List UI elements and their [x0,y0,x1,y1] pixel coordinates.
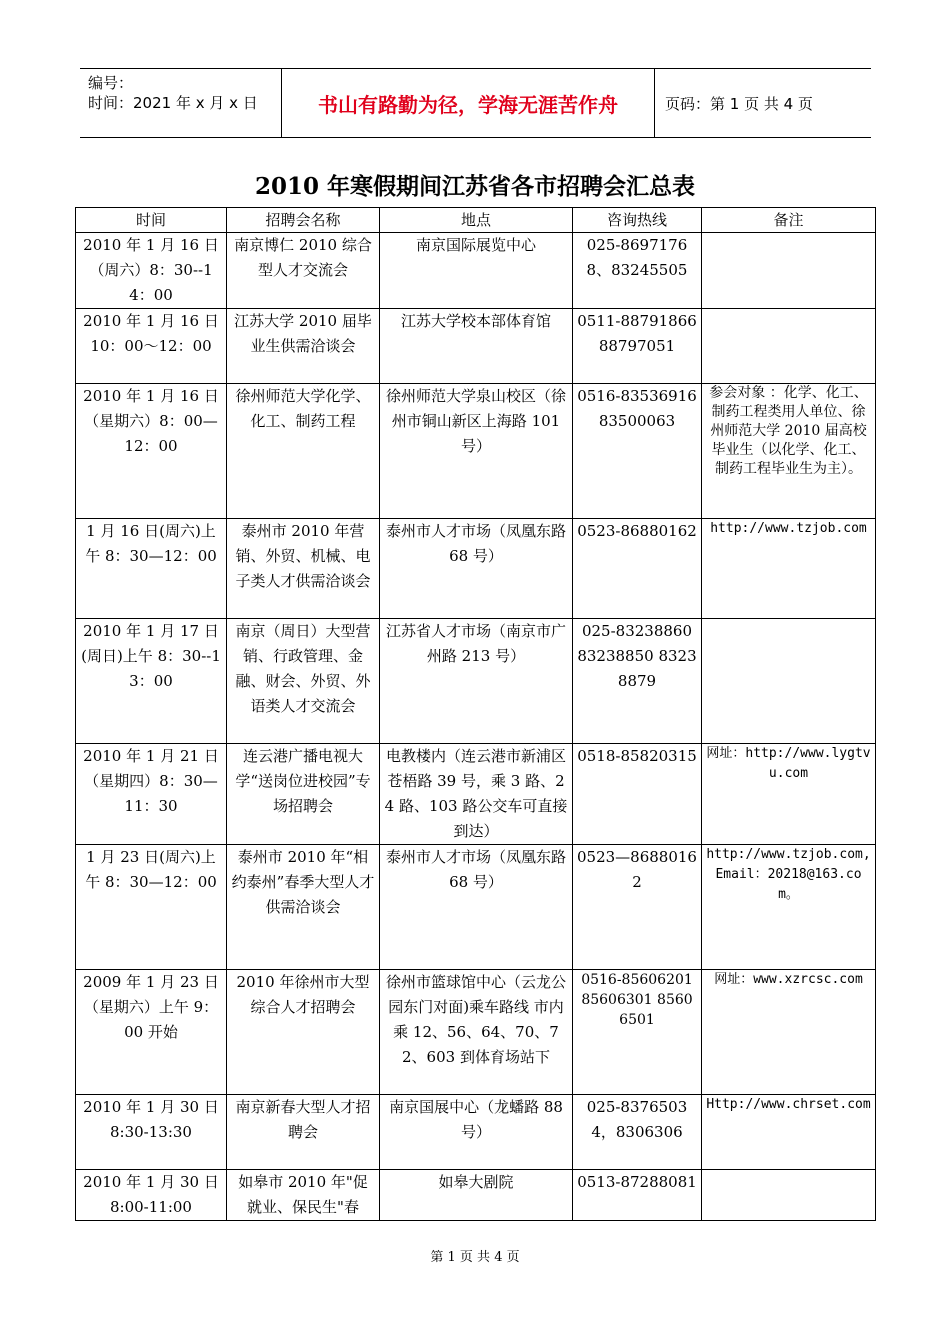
cell-phone: 0518-85820315 [573,744,702,845]
table-row [76,619,876,744]
table-row [76,1095,876,1170]
cell-name: 如皋市 2010 年"促就业、保民生"春 [227,1170,380,1221]
cell-place: 如皋大剧院 [380,1170,573,1221]
cell-time: 2010 年 1 月 30 日 8:00-11:00 [76,1170,227,1221]
cell-place: 南京国展中心（龙蟠路 88 号） [380,1095,573,1170]
cell-phone: 0516-83536916 83500063 [573,384,702,519]
table-row [76,309,876,384]
header-meta [80,69,282,137]
cell-phone: 025-83238860 83238850 83238879 [573,619,702,744]
job-fair-table [75,207,876,1221]
cell-note: http://www.tzjob.com [702,519,876,619]
cell-name: 南京博仁 2010 综合型人才交流会 [227,233,380,309]
cell-note: 参会对象 ：化学、化工、制药工程类用人单位、徐州师范大学 2010 届高校毕业生（以化学、化工、制药工程毕业生为主）。 [702,384,876,519]
cell-name: 徐州师范大学化学、化工、制药工程 [227,384,380,519]
cell-place: 徐州师范大学泉山校区（徐州市铜山新区上海路 101 号） [380,384,573,519]
col-header-note: 备注 [702,208,876,233]
header-code-label: 编号： [88,74,134,92]
cell-phone: 0516-85606201 85606301 85606501 [573,970,702,1095]
cell-time: 2010 年 1 月 30 日 8:30-13:30 [76,1095,227,1170]
cell-note [702,309,876,384]
cell-name: 江苏大学 2010 届毕业生供需洽谈会 [227,309,380,384]
header-page-info: 页码：第 1 页 共 4 页 [665,94,813,113]
cell-name: 连云港广播电视大学“送岗位进校园”专场招聘会 [227,744,380,845]
cell-name: 南京（周日）大型营销、行政管理、金融、财会、外贸、外语类人才交流会 [227,619,380,744]
cell-phone: 0511-8879186688797051 [573,309,702,384]
cell-time: 2010 年 1 月 16 日（星期六）8：00—12：00 [76,384,227,519]
table-row [76,233,876,309]
cell-phone: 025-86971768、83245505 [573,233,702,309]
cell-phone: 025-83765034，8306306 [573,1095,702,1170]
table-row [76,845,876,970]
cell-name: 泰州市 2010 年“相约泰州”春季大型人才供需洽谈会 [227,845,380,970]
cell-note: 网址：http://www.lygtvu.com [702,744,876,845]
header-motto: 书山有路勤为径，学海无涯苦作舟 [282,69,655,137]
cell-place: 泰州市人才市场（凤凰东路 68 号） [380,845,573,970]
cell-note: http://www.tzjob.com,Email：20218@163.com。 [702,845,876,970]
document-title: 2010 年寒假期间江苏省各市招聘会汇总表 [254,173,696,200]
cell-note [702,233,876,309]
cell-note: 网址：www.xzrcsc.com [702,970,876,1095]
table-row [76,519,876,619]
cell-time: 2010 年 1 月 16 日（周六）8：30--14：00 [76,233,227,309]
col-header-name: 招聘会名称 [227,208,380,233]
cell-place: 泰州市人才市场（凤凰东路 68 号） [380,519,573,619]
cell-phone: 0513-87288081 [573,1170,702,1221]
table-row [76,384,876,519]
cell-time: 2010 年 1 月 17 日(周日)上午 8：30--13：00 [76,619,227,744]
cell-phone: 0523-86880162 [573,519,702,619]
cell-note: Http://www.chrset.com [702,1095,876,1170]
cell-time: 2010 年 1 月 21 日（星期四）8：30—11：30 [76,744,227,845]
header-time: 时间：2021 年 x 月 x 日 [88,94,258,112]
cell-place: 南京国际展览中心 [380,233,573,309]
cell-place: 江苏大学校本部体育馆 [380,309,573,384]
cell-time: 2010 年 1 月 16 日 10：00～12：00 [76,309,227,384]
page-header [80,68,871,138]
cell-note [702,1170,876,1221]
cell-time: 2009 年 1 月 23 日（星期六）上午 9：00 开始 [76,970,227,1095]
cell-time: 1 月 16 日(周六)上午 8：30—12：00 [76,519,227,619]
cell-time: 1 月 23 日(周六)上午 8：30—12：00 [76,845,227,970]
col-header-phone: 咨询热线 [573,208,702,233]
cell-name: 2010 年徐州市大型综合人才招聘会 [227,970,380,1095]
table-row [76,744,876,845]
cell-place: 电教楼内（连云港市新浦区苍梧路 39 号，乘 3 路、24 路、103 路公交车可直接到达） [380,744,573,845]
page-footer: 第 1 页 共 4 页 [430,1250,520,1265]
table-header-row [76,208,876,233]
cell-name: 南京新春大型人才招聘会 [227,1095,380,1170]
cell-phone: 0523—86880162 [573,845,702,970]
cell-note [702,619,876,744]
table-row [76,1170,876,1221]
cell-place: 江苏省人才市场（南京市广州路 213 号） [380,619,573,744]
col-header-place: 地点 [380,208,573,233]
table-row [76,970,876,1095]
col-header-time: 时间 [76,208,227,233]
cell-name: 泰州市 2010 年营销、外贸、机械、电子类人才供需洽谈会 [227,519,380,619]
cell-place: 徐州市篮球馆中心（云龙公园东门对面)乘车路线 市内乘 12、56、64、70、72、603 到体育场站下 [380,970,573,1095]
